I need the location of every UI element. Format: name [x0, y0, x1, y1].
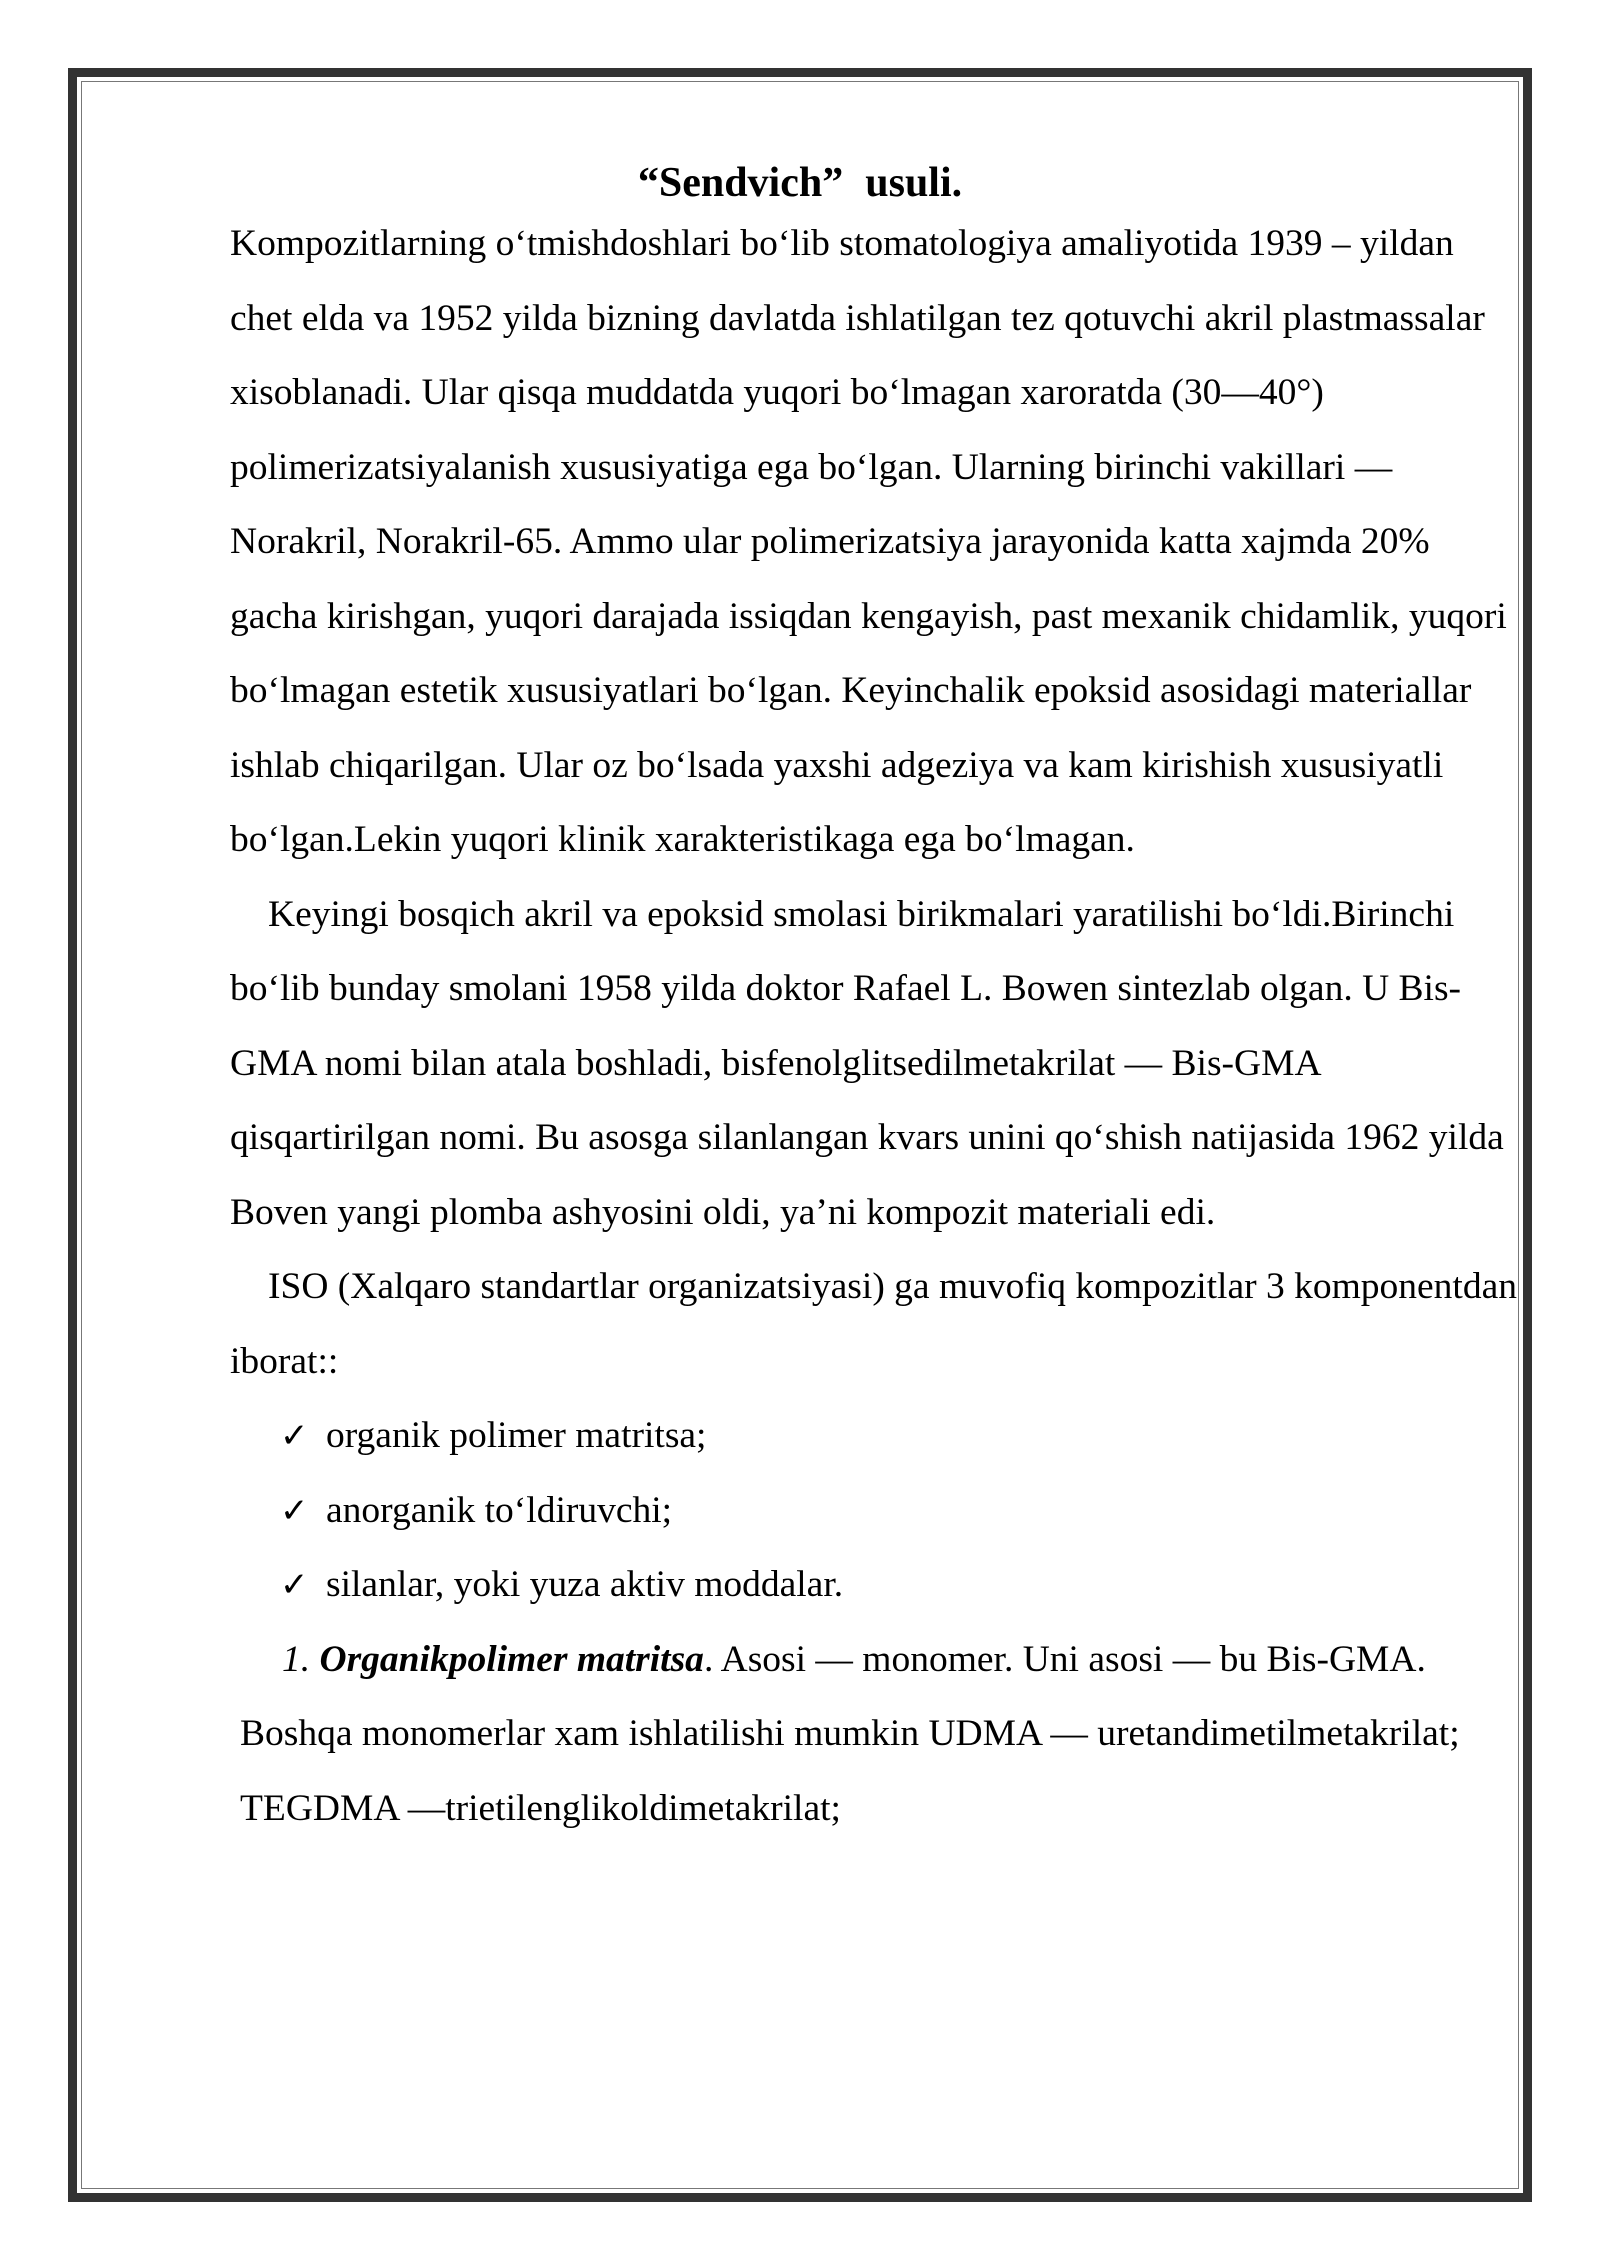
section-term: Organikpolimer matritsa [319, 1638, 704, 1680]
paragraph-1: Kompozitlarning o‘tmishdoshlari bo‘lib stomatologiya amaliyotida 1939 – yildan chet elda va 1952 yilda bizning davlatda ishlatilgan tez qotuvchi akril plastmassalar xisoblanadi. Ular qisqa muddatda yuqori bo‘lmagan xaroratda (30—40°) polimerizatsiyalanish xususiyatiga ega bo‘lgan. Ularning birinchi vakillari — Norakril, Norakril-65. Ammo ular polimerizatsiya jarayonida katta xajmda 20% gacha kirishgan, yuqori darajada issiqdan kengayish, past mexanik chidamlik, yuqori bo‘lmagan estetik xususiyatlari bo‘lgan. Keyinchalik epoksid asosidagi materiallar ishlab chiqarilgan. Ular oz bo‘lsada yaxshi adgeziya va kam kirishish xususiyatli bo‘lgan.Lekin yuqori klinik xarakteristikaga ega bo‘lmagan. [230, 223, 1507, 860]
title-quoted: “Sendvich” [637, 160, 844, 206]
list-item [280, 1399, 1520, 1474]
list-item [280, 1548, 1520, 1623]
paragraph-4-text: . Asosi — monomer. Uni asosi — bu Bis-GMA. Boshqa monomerlar xam ishlatilishi mumkin UDMA — uretandimetilmetakrilat; TEGDMA —trietilenglikoldimetakrilat; [240, 1638, 1460, 1829]
component-list [230, 1399, 1520, 1623]
list-item-text: silanlar, yoki yuza aktiv moddalar. [326, 1564, 844, 1605]
list-item-text: anorganik to‘ldiruvchi; [326, 1489, 673, 1531]
title-rest: usuli. [865, 160, 963, 206]
paragraph-4 [230, 1623, 1480, 1847]
document-body [230, 207, 1520, 1846]
page-title [0, 153, 1600, 213]
check-icon: ✓ [280, 1416, 309, 1456]
check-icon: ✓ [280, 1490, 309, 1531]
check-icon: ✓ [280, 1565, 309, 1605]
section-number: 1. [282, 1638, 311, 1680]
list-item-text: organik polimer matritsa; [326, 1415, 707, 1456]
list-item [280, 1474, 1520, 1549]
paragraph-3: ISO (Xalqaro standartlar organizatsiyasi) ga muvofiq kompozitlar 3 komponentdan iborat:: [230, 1266, 1517, 1382]
paragraph-2: Keyingi bosqich akril va epoksid smolasi birikmalari yaratilishi bo‘ldi.Birinchi bo‘lib bunday smolani 1958 yilda doktor Rafael L. Bowen sintezlab olgan. U Bis-GMA nomi bilan atala boshladi, bisfenolglitsedilmetakrilat — Bis-GMA qisqartirilgan nomi. Bu asosga silanlangan kvars unini qo‘shish natijasida 1962 yilda Boven yangi plomba ashyosini oldi, ya’ni kompozit materiali edi. [230, 893, 1504, 1233]
